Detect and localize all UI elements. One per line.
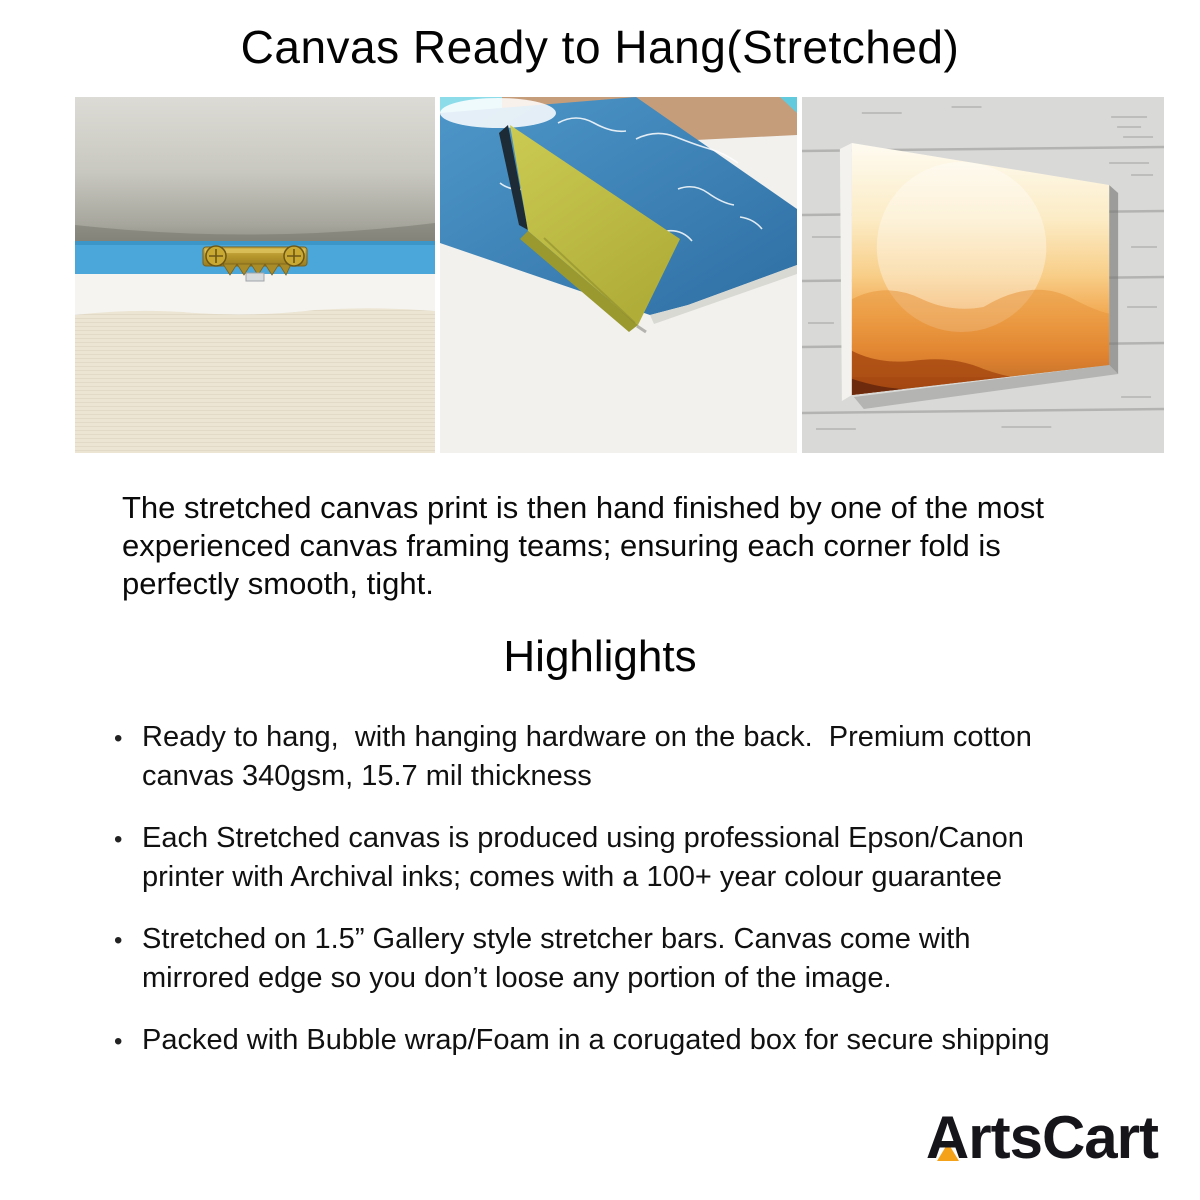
bullet-icon: • <box>114 927 123 954</box>
highlight-text: Stretched on 1.5” Gallery style stretcher bars. Canvas come with mirrored edge so you don’t loose any portion of the image. <box>142 923 979 994</box>
canvas-corner-fold-photo <box>440 97 797 453</box>
highlight-item <box>112 1021 1077 1060</box>
highlights-heading: Highlights <box>503 632 697 681</box>
page-title: Canvas Ready to Hang(Stretched) <box>240 21 960 73</box>
bullet-icon: • <box>114 725 123 752</box>
highlights-list <box>112 718 1077 1083</box>
canvas-on-wall-illustration <box>802 97 1164 453</box>
highlight-item <box>112 819 1077 897</box>
highlight-item <box>112 718 1077 796</box>
canvas-corner-fold-illustration <box>440 97 797 453</box>
bullet-icon: • <box>114 1028 123 1055</box>
description-text: The stretched canvas print is then hand finished by one of the most experienced canvas framing teams; ensuring each corner fold is perfectly smooth, tight. <box>122 490 1053 601</box>
highlight-text: Ready to hang, with hanging hardware on the back. Premium cotton canvas 340gsm, 15.7 mil thickness <box>142 721 1040 792</box>
artscart-logo <box>926 1103 1158 1172</box>
canvas-back-hardware-illustration <box>75 97 435 453</box>
artscart-logo-letter-a: A <box>925 1104 969 1171</box>
highlight-text: Each Stretched canvas is produced using professional Epson/Canon printer with Archival inks; comes with a 100+ year colour guarantee <box>142 822 1032 893</box>
highlight-item <box>112 920 1077 998</box>
canvas-on-wall-photo <box>802 97 1164 453</box>
canvas-back-hardware-photo <box>75 97 435 453</box>
highlight-text: Packed with Bubble wrap/Foam in a corugated box for secure shipping <box>142 1024 1050 1056</box>
bullet-icon: • <box>114 826 123 853</box>
artscart-logo-text: rtsCart <box>968 1104 1158 1171</box>
photo-row <box>75 97 1164 453</box>
